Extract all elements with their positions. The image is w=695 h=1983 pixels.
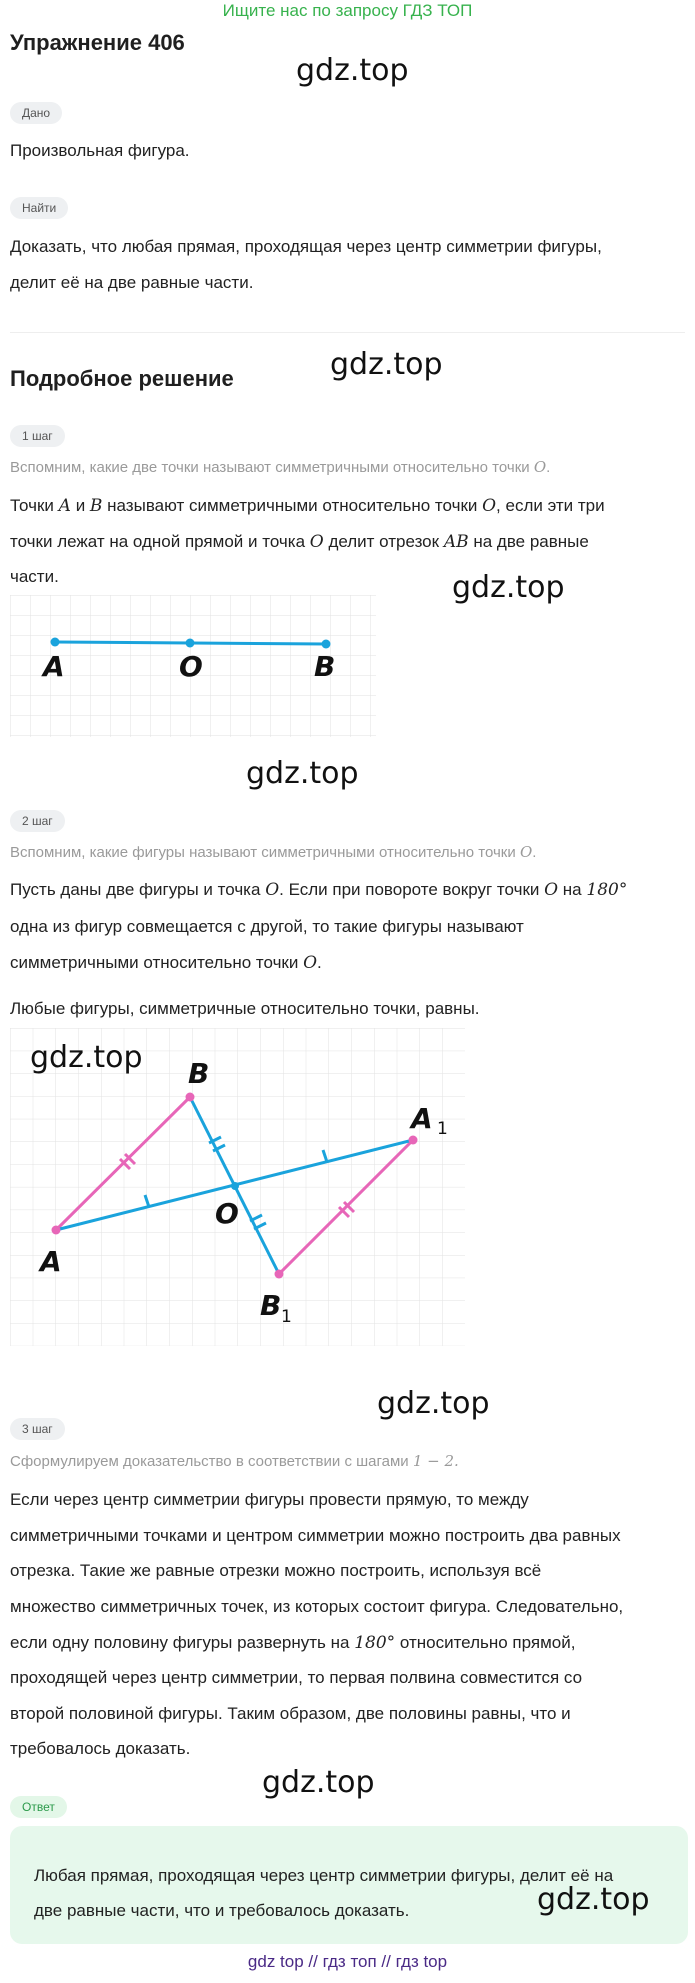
label-o: O: [215, 1197, 239, 1230]
step-text-line: Если через центр симметрии фигуры провести прямую, то между: [10, 1490, 529, 1509]
label-o: O: [179, 650, 203, 683]
watermark: gdz.top: [296, 53, 409, 88]
step-text-line: второй половиной фигуры. Таким образом, две половины равны, что и: [10, 1704, 571, 1723]
step-text-line: Любые фигуры, симметричные относительно точки, равны.: [10, 999, 480, 1018]
step-text-line: части.: [10, 567, 59, 586]
point-a: [51, 638, 60, 647]
step-hint: Вспомним, какие две точки называют симметричными относительно точки O.: [10, 458, 551, 476]
step-text-line: симметричными точками и центром симметрии можно построить два равных: [10, 1526, 621, 1545]
step-text-line: точки лежат на одной прямой и точка O делит отрезок AB на две равные: [10, 532, 589, 552]
step-badge: 3 шаг: [10, 1418, 65, 1440]
answer-line: Любая прямая, проходящая через центр симметрии фигуры, делит её на: [34, 1866, 614, 1885]
step-text-line: требовалось доказать.: [10, 1739, 191, 1758]
label-b: B: [314, 650, 336, 683]
answer-badge: Ответ: [10, 1796, 67, 1818]
find-badge: Найти: [10, 197, 68, 219]
point-o: [186, 639, 195, 648]
step-text-line: проходящей через центр симметрии, то первая полвина совместится со: [10, 1668, 583, 1687]
segment-diagram: [10, 595, 376, 737]
label-b1: B: [260, 1289, 282, 1322]
step-hint: Вспомним, какие фигуры называют симметричными относительно точки O.: [10, 843, 537, 861]
step-hint: Сформулируем доказательство в соответствии с шагами 1 − 2.: [10, 1452, 459, 1470]
step-text-line: Пусть даны две фигуры и точка O. Если при повороте вокруг точки O на 180°: [10, 880, 628, 900]
label-a: A: [40, 1245, 62, 1278]
find-text-line: Доказать, что любая прямая, проходящая через центр симметрии фигуры,: [10, 237, 602, 256]
step-text-line: Точки A и B называют симметричными относительно точки O, если эти три: [10, 496, 605, 516]
label-a1: A: [411, 1102, 433, 1135]
solution-title: Подробное решение: [10, 366, 234, 391]
label-b1-subscript: 1: [281, 1307, 292, 1327]
step-text-line: если одну половину фигуры развернуть на 180° относительно прямой,: [10, 1633, 576, 1653]
watermark: gdz.top: [30, 1040, 143, 1075]
label-a1-subscript: 1: [437, 1119, 448, 1139]
step-text-line: множество симметричных точек, из которых состоит фигура. Следовательно,: [10, 1597, 624, 1616]
watermark: gdz.top: [537, 1882, 650, 1917]
point-a: [52, 1226, 61, 1235]
step-badge: 2 шаг: [10, 810, 65, 832]
answer-line: две равные части, что и требовалось доказать.: [34, 1901, 410, 1920]
watermark: gdz.top: [246, 756, 359, 791]
point-a1: [409, 1136, 418, 1145]
label-b: B: [188, 1057, 210, 1090]
symmetry-diagram: [10, 1028, 465, 1346]
point-b: [322, 640, 331, 649]
label-a: A: [43, 650, 65, 683]
find-text-line: делит её на две равные части.: [10, 273, 254, 292]
search-banner[interactable]: Ищите нас по запросу ГДЗ ТОП: [222, 1, 473, 20]
given-text: Произвольная фигура.: [10, 141, 190, 160]
step-badge: 1 шаг: [10, 425, 65, 447]
watermark: gdz.top: [262, 1765, 375, 1800]
footer-links[interactable]: gdz top // гдз топ // гдз top: [247, 1952, 448, 1971]
point-b1: [275, 1270, 284, 1279]
watermark: gdz.top: [452, 570, 565, 605]
divider: [10, 332, 685, 333]
page-title: Упражнение 406: [10, 30, 185, 55]
watermark: gdz.top: [377, 1386, 490, 1421]
step-text-line: одна из фигур совмещается с другой, то такие фигуры называют: [10, 917, 524, 936]
given-badge: Дано: [10, 102, 62, 124]
step-text-line: симметричными относительно точки O.: [10, 953, 322, 973]
point-b: [186, 1093, 195, 1102]
step-text-line: отрезка. Такие же равные отрезки можно построить, используя всё: [10, 1561, 542, 1580]
watermark: gdz.top: [330, 347, 443, 382]
point-o: [231, 1182, 239, 1190]
